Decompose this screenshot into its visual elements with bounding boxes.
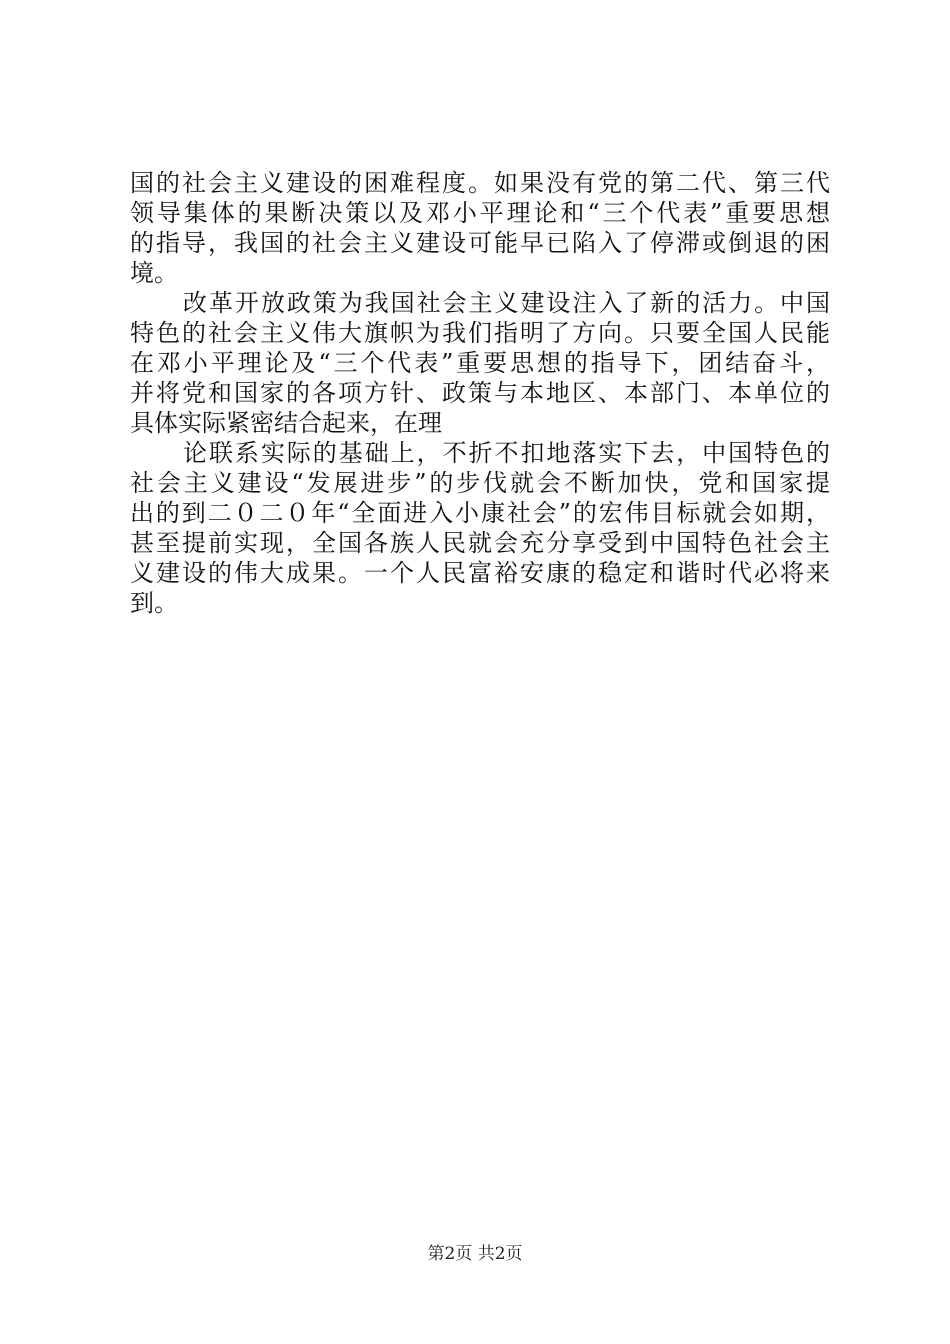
paragraph-3-line-3: 出的到二０二０年“全面进入小康社会”的宏伟目标就会如期，	[130, 499, 830, 527]
page-number-footer: 第2页 共2页	[427, 1244, 523, 1264]
paragraph-3-line-6: 到。	[130, 589, 178, 617]
paragraph-3-line-1: 论联系实际的基础上，不折不扣地落实下去，中国特色的	[183, 439, 830, 467]
paragraph-1-line-3: 的指导，我国的社会主义建设可能早已陷入了停滞或倒退的困	[130, 229, 830, 257]
paragraph-1-line-1: 国的社会主义建设的困难程度。如果没有党的第二代、第三代	[130, 169, 830, 197]
paragraph-3-line-4: 甚至提前实现，全国各族人民就会充分享受到中国特色社会主	[130, 529, 830, 557]
paragraph-2-line-1: 改革开放政策为我国社会主义建设注入了新的活力。中国	[183, 289, 830, 317]
paragraph-2-line-5: 具体实际紧密结合起来，在理	[130, 409, 442, 437]
paragraph-2-line-3: 在邓小平理论及“三个代表”重要思想的指导下，团结奋斗，	[130, 349, 830, 377]
paragraph-3-line-5: 义建设的伟大成果。一个人民富裕安康的稳定和谐时代必将来	[130, 559, 830, 587]
paragraph-2-line-4: 并将党和国家的各项方针、政策与本地区、本部门、本单位的	[130, 379, 830, 407]
paragraph-3-line-2: 社会主义建设“发展进步”的步伐就会不断加快，党和国家提	[130, 469, 830, 497]
paragraph-1-line-2: 领导集体的果断决策以及邓小平理论和“三个代表”重要思想	[130, 199, 830, 227]
document-body	[130, 168, 830, 618]
paragraph-2-line-2: 特色的社会主义伟大旗帜为我们指明了方向。只要全国人民能	[130, 319, 830, 347]
paragraph-1-line-4: 境。	[130, 259, 178, 287]
